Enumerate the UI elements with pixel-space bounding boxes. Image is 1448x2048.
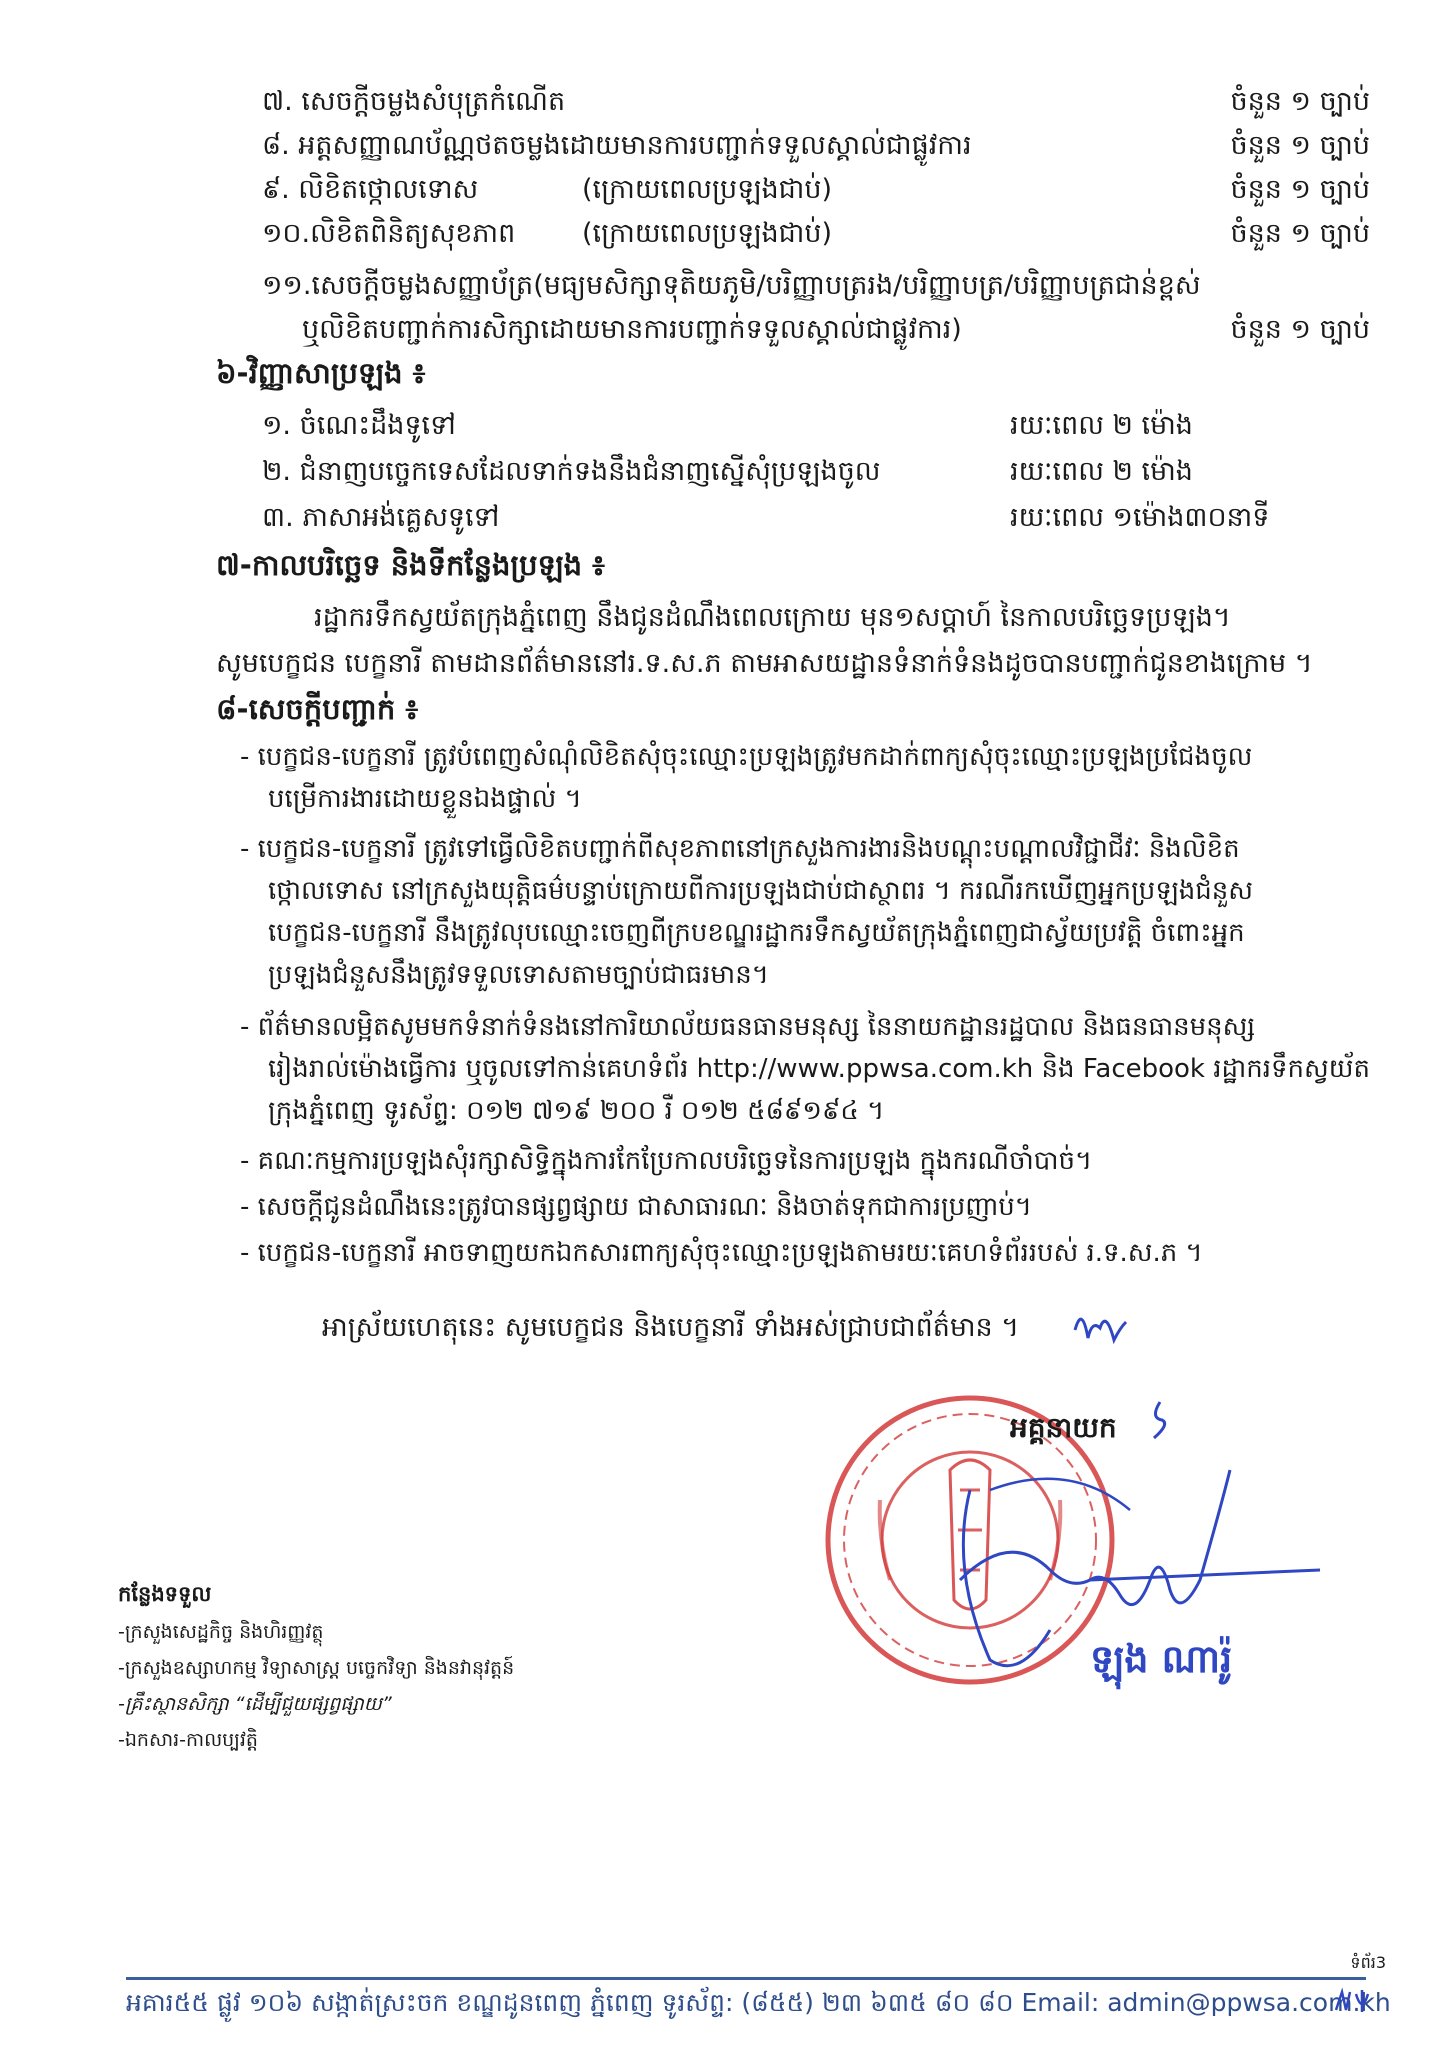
subject-1: ១. ចំណេះដឹងទូទៅ: [262, 410, 456, 441]
item-7-count: ចំនួន ១ ច្បាប់: [1230, 86, 1370, 117]
item-9-text: ៩. លិខិតថ្កោលទោស: [262, 174, 479, 205]
bullet-3: [240, 1006, 1370, 1132]
section-6-heading: ៦-វិញ្ញាសាប្រឡង ៖: [216, 356, 426, 390]
bullet-3-line3: ក្រុងភ្នំពេញ ទូរស័ព្ទ: ០១២ ៧១៩ ២០០ រឺ ០១២ ៥៨៩១៩៤ ។: [268, 1096, 885, 1126]
subject-3: ៣. ភាសាអង់គ្លេសទូទៅ: [262, 502, 500, 533]
recipient-4: -ឯកសារ-កាលប្បវត្តិ: [118, 1729, 258, 1751]
recipients-heading: កន្លែងទទួល: [118, 1582, 212, 1606]
item-10-note: (ក្រោយពេលប្រឡងជាប់): [582, 218, 833, 249]
footer-address: អគារ៥៥ ផ្លូវ ១០៦ សង្កាត់ស្រះចក ខណ្ឌដូនពេញ ភ្នំពេញ ទូរស័ព្ទ: (៨៥៥) ២៣ ៦៣៥ ៨០ ៨០ Email: admin@ppwsa.com.kh: [126, 1988, 1391, 2017]
signer-name: ឡុង ណារ៉ូ: [1090, 1637, 1233, 1681]
item-11-line1: ១១.សេចក្ដីចម្លងសញ្ញាប័ត្រ(មធ្យមសិក្សាទុតិយភូមិ/បរិញ្ញាបត្ររង/បរិញ្ញាបត្រ/បរិញ្ញាបត្រជាន់ខ្ពស់: [262, 270, 1201, 301]
recipient-2: -ក្រសួងឧស្សាហកម្ម វិទ្យាសាស្ត្រ បច្ចេកវិទ្យា និងនវានុវត្តន៍: [118, 1657, 515, 1679]
closing-text: អាស្រ័យហេតុនេះ សូមបេក្ខជន និងបេក្ខនារី ទាំងអស់ជ្រាបជាព័ត៌មាន ។: [322, 1312, 1020, 1343]
subject-1-duration: រយៈពេល ២ ម៉ោង: [1010, 410, 1193, 441]
item-11-count: ចំនួន ១ ច្បាប់: [1230, 314, 1370, 345]
bullet-2: [240, 828, 1253, 996]
item-8-text: ៨. អត្តសញ្ញាណប័ណ្ណថតចម្លងដោយមានការបញ្ជាក់ទទួលស្គាល់ជាផ្លូវការ: [262, 130, 972, 161]
bullet-1-line2: បម្រើការងារដោយខ្លួនឯងផ្ទាល់ ។: [268, 784, 582, 814]
subject-2-duration: រយៈពេល ២ ម៉ោង: [1010, 456, 1193, 487]
item-9-count: ចំនួន ១ ច្បាប់: [1230, 174, 1370, 205]
item-8-count: ចំនួន ១ ច្បាប់: [1230, 130, 1370, 161]
item-10-count: ចំនួន ១ ច្បាប់: [1230, 218, 1370, 249]
recipient-1: -ក្រសួងសេដ្ឋកិច្ច និងហិរញ្ញវត្ថុ: [118, 1621, 324, 1643]
footer-divider: [126, 1977, 1366, 1980]
item-7-text: ៧. សេចក្ដីចម្លងសំបុត្រកំណើត: [262, 86, 566, 117]
item-10-text: ១០.លិខិតពិនិត្យសុខភាព: [262, 218, 516, 249]
section-8-heading: ៨-សេចក្ដីបញ្ជាក់ ៖: [216, 692, 419, 726]
bullet-6: - បេក្ខជន-បេក្ខនារី អាចទាញយកឯកសារពាក្យសុំចុះឈ្មោះប្រឡងតាមរយៈគេហទំព័ររបស់ រ.ទ.ស.ភ ។: [240, 1238, 1203, 1268]
subject-2: ២. ជំនាញបច្ចេកទេសដែលទាក់ទងនឹងជំនាញស្នើសុំប្រឡងចូល: [262, 456, 881, 487]
page-number: ទំព័រ3: [1350, 1953, 1386, 1972]
section-7-line1: រដ្ឋាករទឹកស្វយ័តក្រុងភ្នំពេញ នឹងជូនដំណឹងពេលក្រោយ មុន១សប្ដាហ៍ នៃកាលបរិច្ឆេទប្រឡង។: [314, 602, 1231, 633]
bullet-4: - គណៈកម្មការប្រឡងសុំរក្សាសិទ្ធិក្នុងការកែប្រែកាលបរិច្ឆេទនៃការប្រឡង ក្នុងករណីចាំបាច់។: [240, 1146, 1093, 1176]
recipient-3: -គ្រឹះស្ថានសិក្សា “ដើម្បីជួយផ្សព្វផ្សាយ”: [118, 1693, 392, 1715]
bullet-2-line3: បេក្ខជន-បេក្ខនារី នឹងត្រូវលុបឈ្មោះចេញពីក្របខណ្ឌរដ្ឋាករទឹកស្វយ័តក្រុងភ្នំពេញជាស្វ័យប្រវត្តិ ចំពោះអ្នក: [268, 918, 1245, 948]
signature-title: អគ្គនាយក: [1010, 1411, 1117, 1444]
bullet-1-line1: - បេក្ខជន-បេក្ខនារី ត្រូវបំពេញសំណុំលិខិតសុំចុះឈ្មោះប្រឡងត្រូវមកដាក់ពាក្យសុំចុះឈ្មោះប្រឡងប្រជែងចូល: [240, 742, 1253, 772]
bullet-1: [240, 736, 1252, 820]
bullet-2-line1: - បេក្ខជន-បេក្ខនារី ត្រូវទៅធ្វើលិខិតបញ្ជាក់ពីសុខភាពនៅក្រសួងការងារនិងបណ្ដុះបណ្ដាលវិជ្ជាជីវៈ និងលិខិត: [240, 834, 1240, 864]
bullet-5: - សេចក្ដីជូនដំណឹងនេះត្រូវបានផ្សព្វផ្សាយ ជាសាធារណៈ និងចាត់ទុកជាការប្រញាប់។: [240, 1192, 1032, 1222]
bullet-3-line2: រៀងរាល់ម៉ោងធ្វើការ ឬចូលទៅកាន់គេហទំព័រ http://www.ppwsa.com.kh និង Facebook រដ្ឋាករទឹកស្វយ័ត: [268, 1054, 1371, 1084]
item-9-note: (ក្រោយពេលប្រឡងជាប់): [582, 174, 833, 205]
section-7-heading: ៧-កាលបរិច្ឆេទ និងទីកន្លែងប្រឡង ៖: [216, 548, 605, 582]
item-11-line2: ឬលិខិតបញ្ជាក់ការសិក្សាដោយមានការបញ្ជាក់ទទួលស្គាល់ជាផ្លូវការ): [302, 314, 962, 345]
bullet-2-line4: ប្រឡងជំនួសនឹងត្រូវទទួលទោសតាមច្បាប់ជាធរមាន។: [268, 960, 769, 990]
section-7-line2: សូមបេក្ខជន បេក្ខនារី តាមដានព័ត៌មាននៅរ.ទ.ស.ភ តាមអាសយដ្ឋានទំនាក់ទំនងដូចបានបញ្ជាក់ជូនខាងក្រោម ។: [216, 648, 1313, 679]
bullet-3-line1: - ព័ត៌មានលម្អិតសូមមកទំនាក់ទំនងនៅការិយាល័យធនធានមនុស្ស នៃនាយកដ្ឋានរដ្ឋបាល និងធនធានមនុស្ស: [240, 1012, 1256, 1042]
initials-mark: [1070, 1300, 1130, 1350]
subject-3-duration: រយៈពេល ១ម៉ោង៣០នាទី: [1010, 502, 1270, 533]
bullet-2-line2: ថ្កោលទោស នៅក្រសួងយុត្តិធម៌បន្ទាប់ក្រោយពីការប្រឡងជាប់ជាស្ថាពរ ។ ករណីរកឃើញអ្នកប្រឡងជំនួស: [268, 876, 1254, 906]
footer-initials-mark: [1332, 1986, 1376, 2016]
